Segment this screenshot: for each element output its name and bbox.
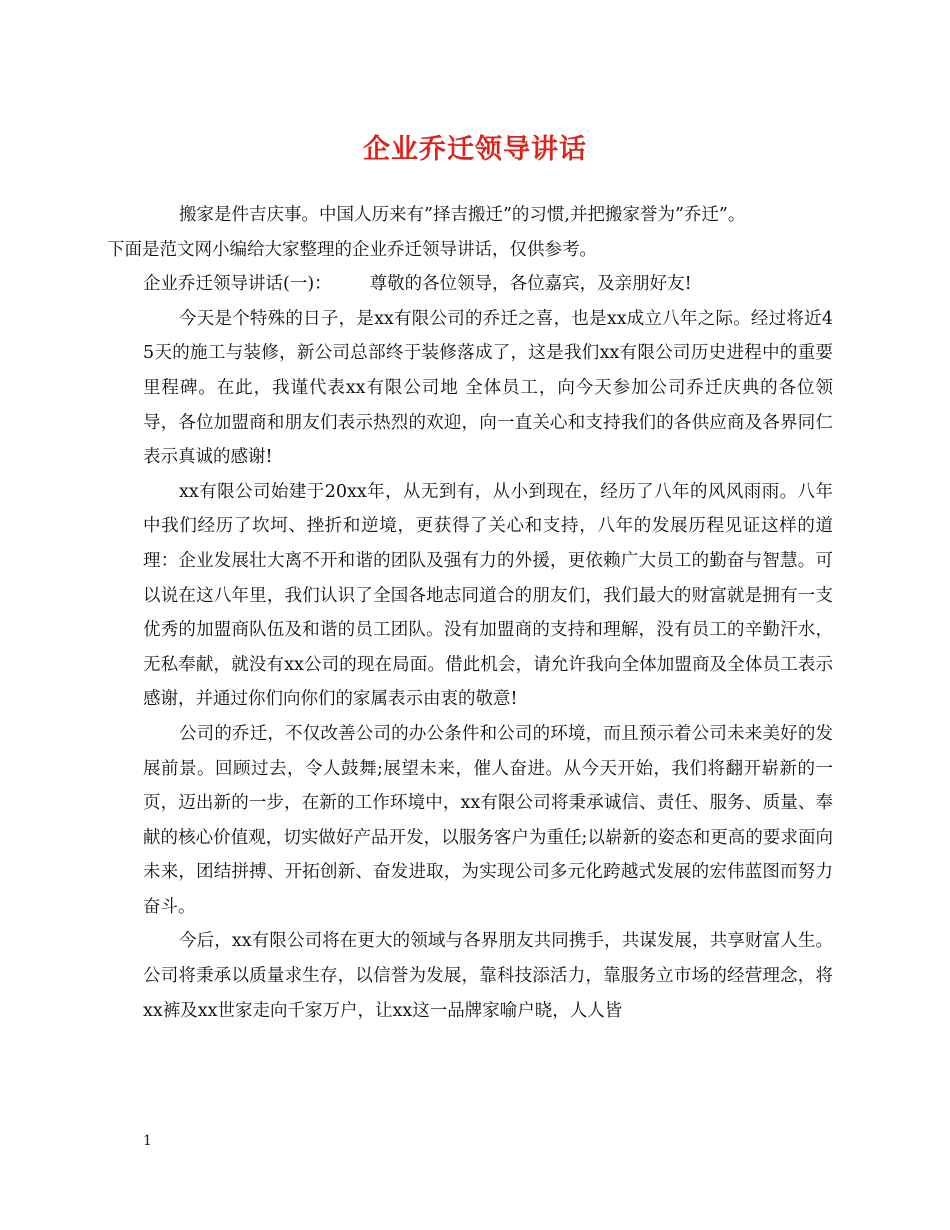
salutation: 尊敬的各位领导，各位嘉宾，及亲朋好友! bbox=[369, 274, 692, 295]
body-paragraph-3: 公司的乔迁，不仅改善公司的办公条件和公司的环境，而且预示着公司未来美好的发展前景。回顾过去，令人鼓舞;展望未来，催人奋进。从今天开始，我们将翻开崭新的一页，迈出新的一步，在新的工作环境中，xx有限公司将秉承诚信、责任、服务、质量、奉献的核心价值观，切实做好产品开发，以服务客户为重任;以崭新的姿态和更高的要求面向未来，团结拼搏、开拓创新、奋发进取，为实现公司多元化跨越式发展的宏伟蓝图而努力奋斗。 bbox=[143, 723, 833, 917]
body-paragraph-4: 今后，xx有限公司将在更大的领域与各界朋友共同携手，共谋发展，共享财富人生。公司将秉承以质量求生存，以信誉为发展，靠科技添活力，靠服务立市场的经营理念，将xx裤及xx世家走向千家万户，让xx这一品牌家喻户晓，人人皆 bbox=[143, 931, 833, 1021]
document-body bbox=[107, 198, 833, 1028]
body-paragraph-1: 今天是个特殊的日子，是xx有限公司的乔迁之喜，也是xx成立八年之际。经过将近45天的施工与装修，新公司总部终于装修落成了，这是我们xx有限公司历史进程中的重要里程碑。在此，我谨代表xx有限公司地 全体员工，向今天参加公司乔迁庆典的各位领导，各位加盟商和朋友们表示热烈的欢迎，向一直关心和支持我们的各供应商及各界同仁表示真诚的感谢! bbox=[143, 308, 833, 468]
intro-line-2: 下面是范文网小编给大家整理的企业乔迁领导讲话，仅供参考。 bbox=[107, 239, 597, 260]
section-heading-line bbox=[143, 267, 833, 302]
intro-line-1: 搬家是件吉庆事。中国人历来有”择吉搬迁”的习惯,并把搬家誉为”乔迁”。 bbox=[179, 205, 746, 225]
section-heading: 企业乔迁领导讲话(一)： bbox=[143, 274, 332, 295]
intro-paragraph bbox=[107, 198, 833, 267]
body-paragraph-2: xx有限公司始建于20xx年，从无到有，从小到现在，经历了八年的风风雨雨。八年中我们经历了坎坷、挫折和逆境，更获得了关心和支持，八年的发展历程见证这样的道理：企业发展壮大离不开和谐的团队及强有力的外援，更依赖广大员工的勤奋与智慧。可以说在这八年里，我们认识了全国各地志同道合的朋友们，我们最大的财富就是拥有一支优秀的加盟商队伍及和谐的员工团队。没有加盟商的支持和理解，没有员工的辛勤汗水，无私奉献，就没有xx公司的现在局面。借此机会，请允许我向全体加盟商及全体员工表示感谢，并通过你们向你们的家属表示由衷的敬意! bbox=[143, 481, 833, 710]
page-number: 1 bbox=[143, 1133, 152, 1149]
page-title: 企业乔迁领导讲话 bbox=[363, 134, 587, 165]
